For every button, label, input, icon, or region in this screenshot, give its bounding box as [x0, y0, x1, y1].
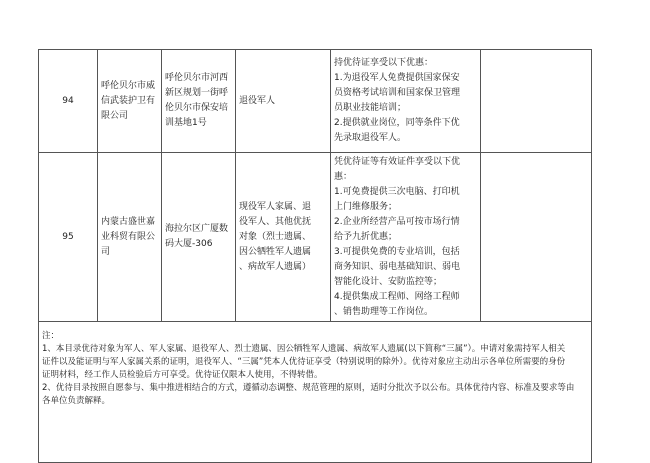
company-address — [162, 50, 236, 153]
note-line: 证件以及能证明与军人家属关系的证明，退役军人、“三属”凭本人优待证享受（特别说明的除外）。优待对象应主动出示各单位所需要的身份 — [42, 357, 566, 367]
note-line: 2、优待目录按照自愿参与、集中推进相结合的方式，遵循动态调整、规范管理的原则，适时分批次予以公布。具体优待内容、标准及要求等由 — [42, 383, 575, 393]
benefit-line: 凭优待证等有效证件享受以下优 — [334, 156, 461, 167]
address-line: 伦贝尔市保安培 — [165, 103, 229, 113]
address-line: 码大厦-306 — [165, 239, 213, 249]
benefit-line: 2.企业所经营产品可按市场行情 — [334, 216, 460, 227]
benefit-line: 给予九折优惠； — [334, 231, 398, 242]
benefit-line: 员职业技能培训； — [334, 103, 407, 113]
table-row — [39, 153, 592, 322]
row-index: 95 — [39, 153, 98, 322]
address-line: 海拉尔区广厦数 — [165, 224, 229, 234]
benefit-line: 上门维修服务； — [334, 201, 398, 212]
company-name-line: 呼伦贝尔市威 — [101, 80, 156, 91]
benefit-line: 2.提供就业岗位，同等条件下优 — [334, 118, 460, 128]
targets-line: 役军人、其他优抚 — [239, 216, 312, 227]
benefit-line: 员资格考试培训和国家保卫管理 — [334, 88, 461, 98]
benefits-table — [38, 49, 592, 463]
benefit-line: 智能化设计、安防监控等； — [334, 276, 443, 287]
targets-line: 退役军人 — [239, 95, 276, 106]
targets-line: 现役军人家属、退 — [239, 201, 312, 212]
company-name — [98, 50, 162, 153]
address-line: 新区规划一街呼 — [165, 88, 229, 98]
company-name-line: 内蒙古盛世嘉 — [101, 216, 156, 227]
note-line: 各单位负责解释。 — [42, 396, 111, 406]
row-index: 94 — [39, 50, 98, 153]
address-line: 呼伦贝尔市河西 — [165, 73, 229, 83]
benefit-line: 惠： — [334, 171, 353, 182]
benefit-line: 、销售助理等工作岗位。 — [334, 306, 434, 317]
targets-line: 因公牺牲军人遗属 — [239, 246, 312, 257]
targets-line: 、病故军人遗属） — [239, 261, 312, 272]
benefit-details — [331, 153, 481, 322]
benefit-line: 3.可提供免费的专业培训，包括 — [334, 246, 460, 257]
benefit-line: 持优待证享受以下优惠： — [334, 58, 434, 68]
company-address — [162, 153, 236, 322]
targets-line: 对象（烈士遗属、 — [239, 231, 312, 242]
note-line: 1、本目录优待对象为军人、军人家属、退役军人、烈士遗属、因公牺牲军人遗属、病故军人遗属(以下简称“三属”）。申请对象需持军人相关 — [42, 344, 566, 354]
notes-row — [39, 322, 592, 463]
benefit-details — [331, 50, 481, 153]
company-name-line: 司 — [101, 246, 111, 257]
address-line: 训基地1号 — [165, 118, 207, 128]
company-name-line: 信武装护卫有 — [101, 95, 156, 106]
benefit-line: 4.提供集成工程师、网络工程师 — [334, 291, 460, 302]
benefit-targets — [236, 50, 331, 153]
benefit-targets — [236, 153, 331, 322]
company-name — [98, 153, 162, 322]
remarks-cell — [481, 50, 592, 153]
company-name-line: 业科贸有限公 — [101, 231, 156, 242]
remarks-cell — [481, 153, 592, 322]
benefit-line: 1.可免费提供三次电脑、打印机 — [334, 186, 460, 197]
notes-cell — [39, 322, 592, 463]
note-line: 证明材料，经工作人员检验后方可享受。优待证仅限本人使用，不得转借。 — [42, 370, 323, 380]
benefit-line: 先录取退役军人。 — [334, 133, 407, 143]
benefit-line: 商务知识、弱电基础知识、弱电 — [334, 261, 461, 272]
table-row — [39, 50, 592, 153]
benefit-line: 1.为退役军人免费提供国家保安 — [334, 73, 460, 83]
notes-heading: 注： — [42, 331, 60, 341]
company-name-line: 限公司 — [101, 110, 129, 121]
